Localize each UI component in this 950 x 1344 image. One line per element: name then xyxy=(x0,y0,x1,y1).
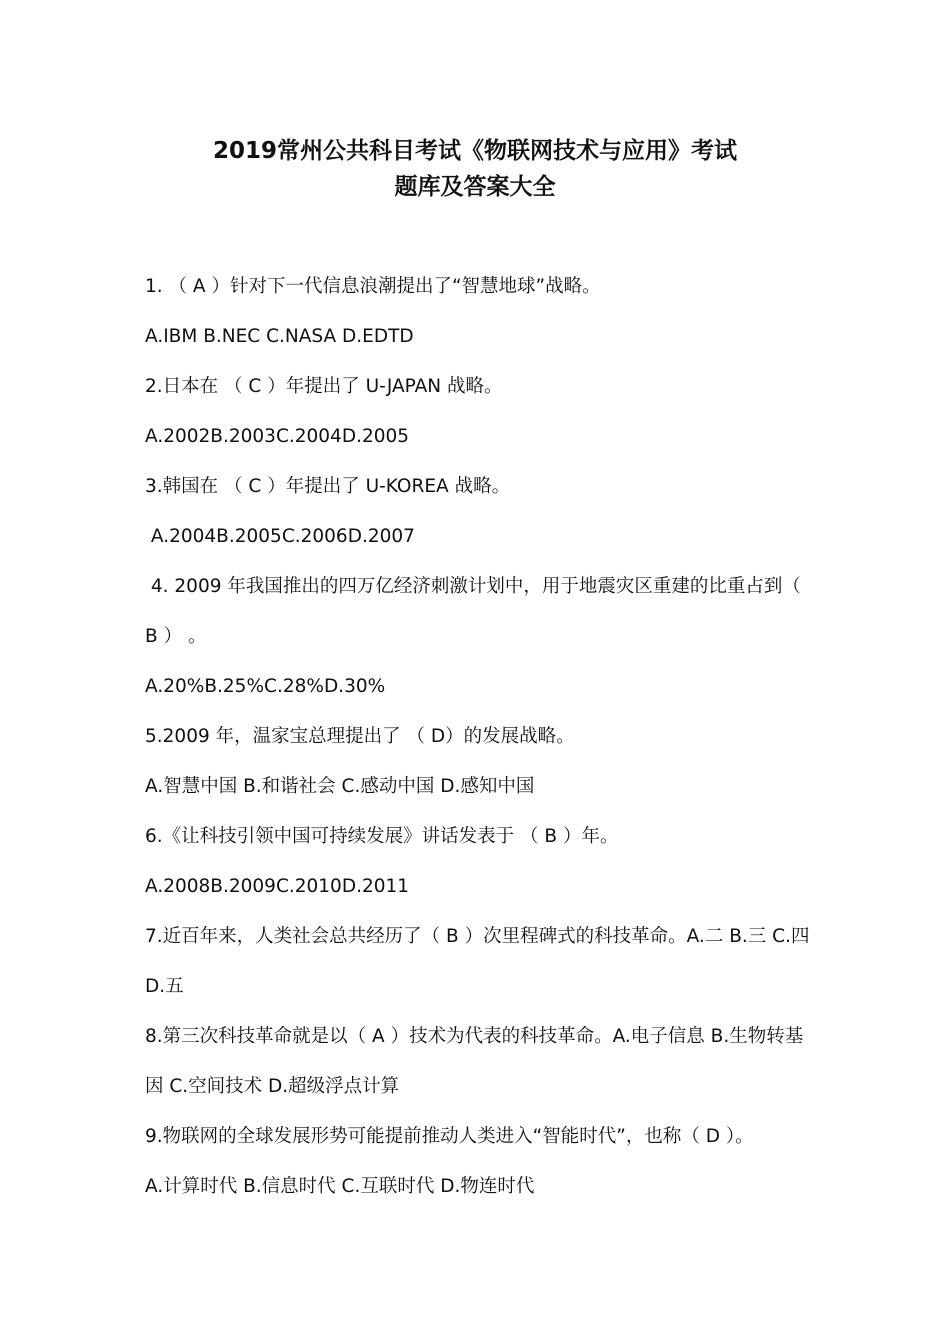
question-3: 3.韩国在 （ C ）年提出了 U-KOREA 战略。 xyxy=(145,476,511,497)
question-6-options: A.2008B.2009C.2010D.2011 xyxy=(145,876,410,897)
question-8-continued: 因 C.空间技术 D.超级浮点计算 xyxy=(145,1076,400,1097)
question-9: 9.物联网的全球发展形势可能提前推动人类进入“智能时代”，也称（ D ）。 xyxy=(145,1126,754,1147)
question-1-options: A.IBM B.NEC C.NASA D.EDTD xyxy=(145,326,414,347)
question-4-continued: B ） 。 xyxy=(145,626,207,647)
question-list xyxy=(145,262,813,1212)
question-4-options: A.20%B.25%C.28%D.30% xyxy=(145,676,386,697)
question-9-options: A.计算时代 B.信息时代 C.互联时代 D.物连时代 xyxy=(145,1176,535,1197)
question-4: 4. 2009 年我国推出的四万亿经济刺激计划中，用于地震灾区重建的比重占到（ xyxy=(145,576,801,597)
question-2-options: A.2002B.2003C.2004D.2005 xyxy=(145,426,410,447)
question-5: 5.2009 年，温家宝总理提出了 （ D）的发展战略。 xyxy=(145,726,575,747)
question-5-options: A.智慧中国 B.和谐社会 C.感动中国 D.感知中国 xyxy=(145,776,535,797)
question-2: 2.日本在 （ C ）年提出了 U-JAPAN 战略。 xyxy=(145,376,503,397)
question-8: 8.第三次科技革命就是以（ A ）技术为代表的科技革命。A.电子信息 B.生物转基 xyxy=(145,1026,804,1047)
question-1: 1. （ A ）针对下一代信息浪潮提出了“智慧地球”战略。 xyxy=(145,276,601,297)
document-title-line-1: 2019常州公共科目考试《物联网技术与应用》考试 xyxy=(212,138,737,164)
question-7: 7.近百年来，人类社会总共经历了（ B ）次里程碑式的科技革命。A.二 B.三 C.四 xyxy=(145,926,810,947)
document-title-line-2: 题库及答案大全 xyxy=(394,174,556,200)
question-6: 6.《让科技引领中国可持续发展》讲话发表于 （ B ）年。 xyxy=(145,826,619,847)
question-7-continued: D.五 xyxy=(145,976,184,997)
question-3-options: A.2004B.2005C.2006D.2007 xyxy=(145,526,415,547)
